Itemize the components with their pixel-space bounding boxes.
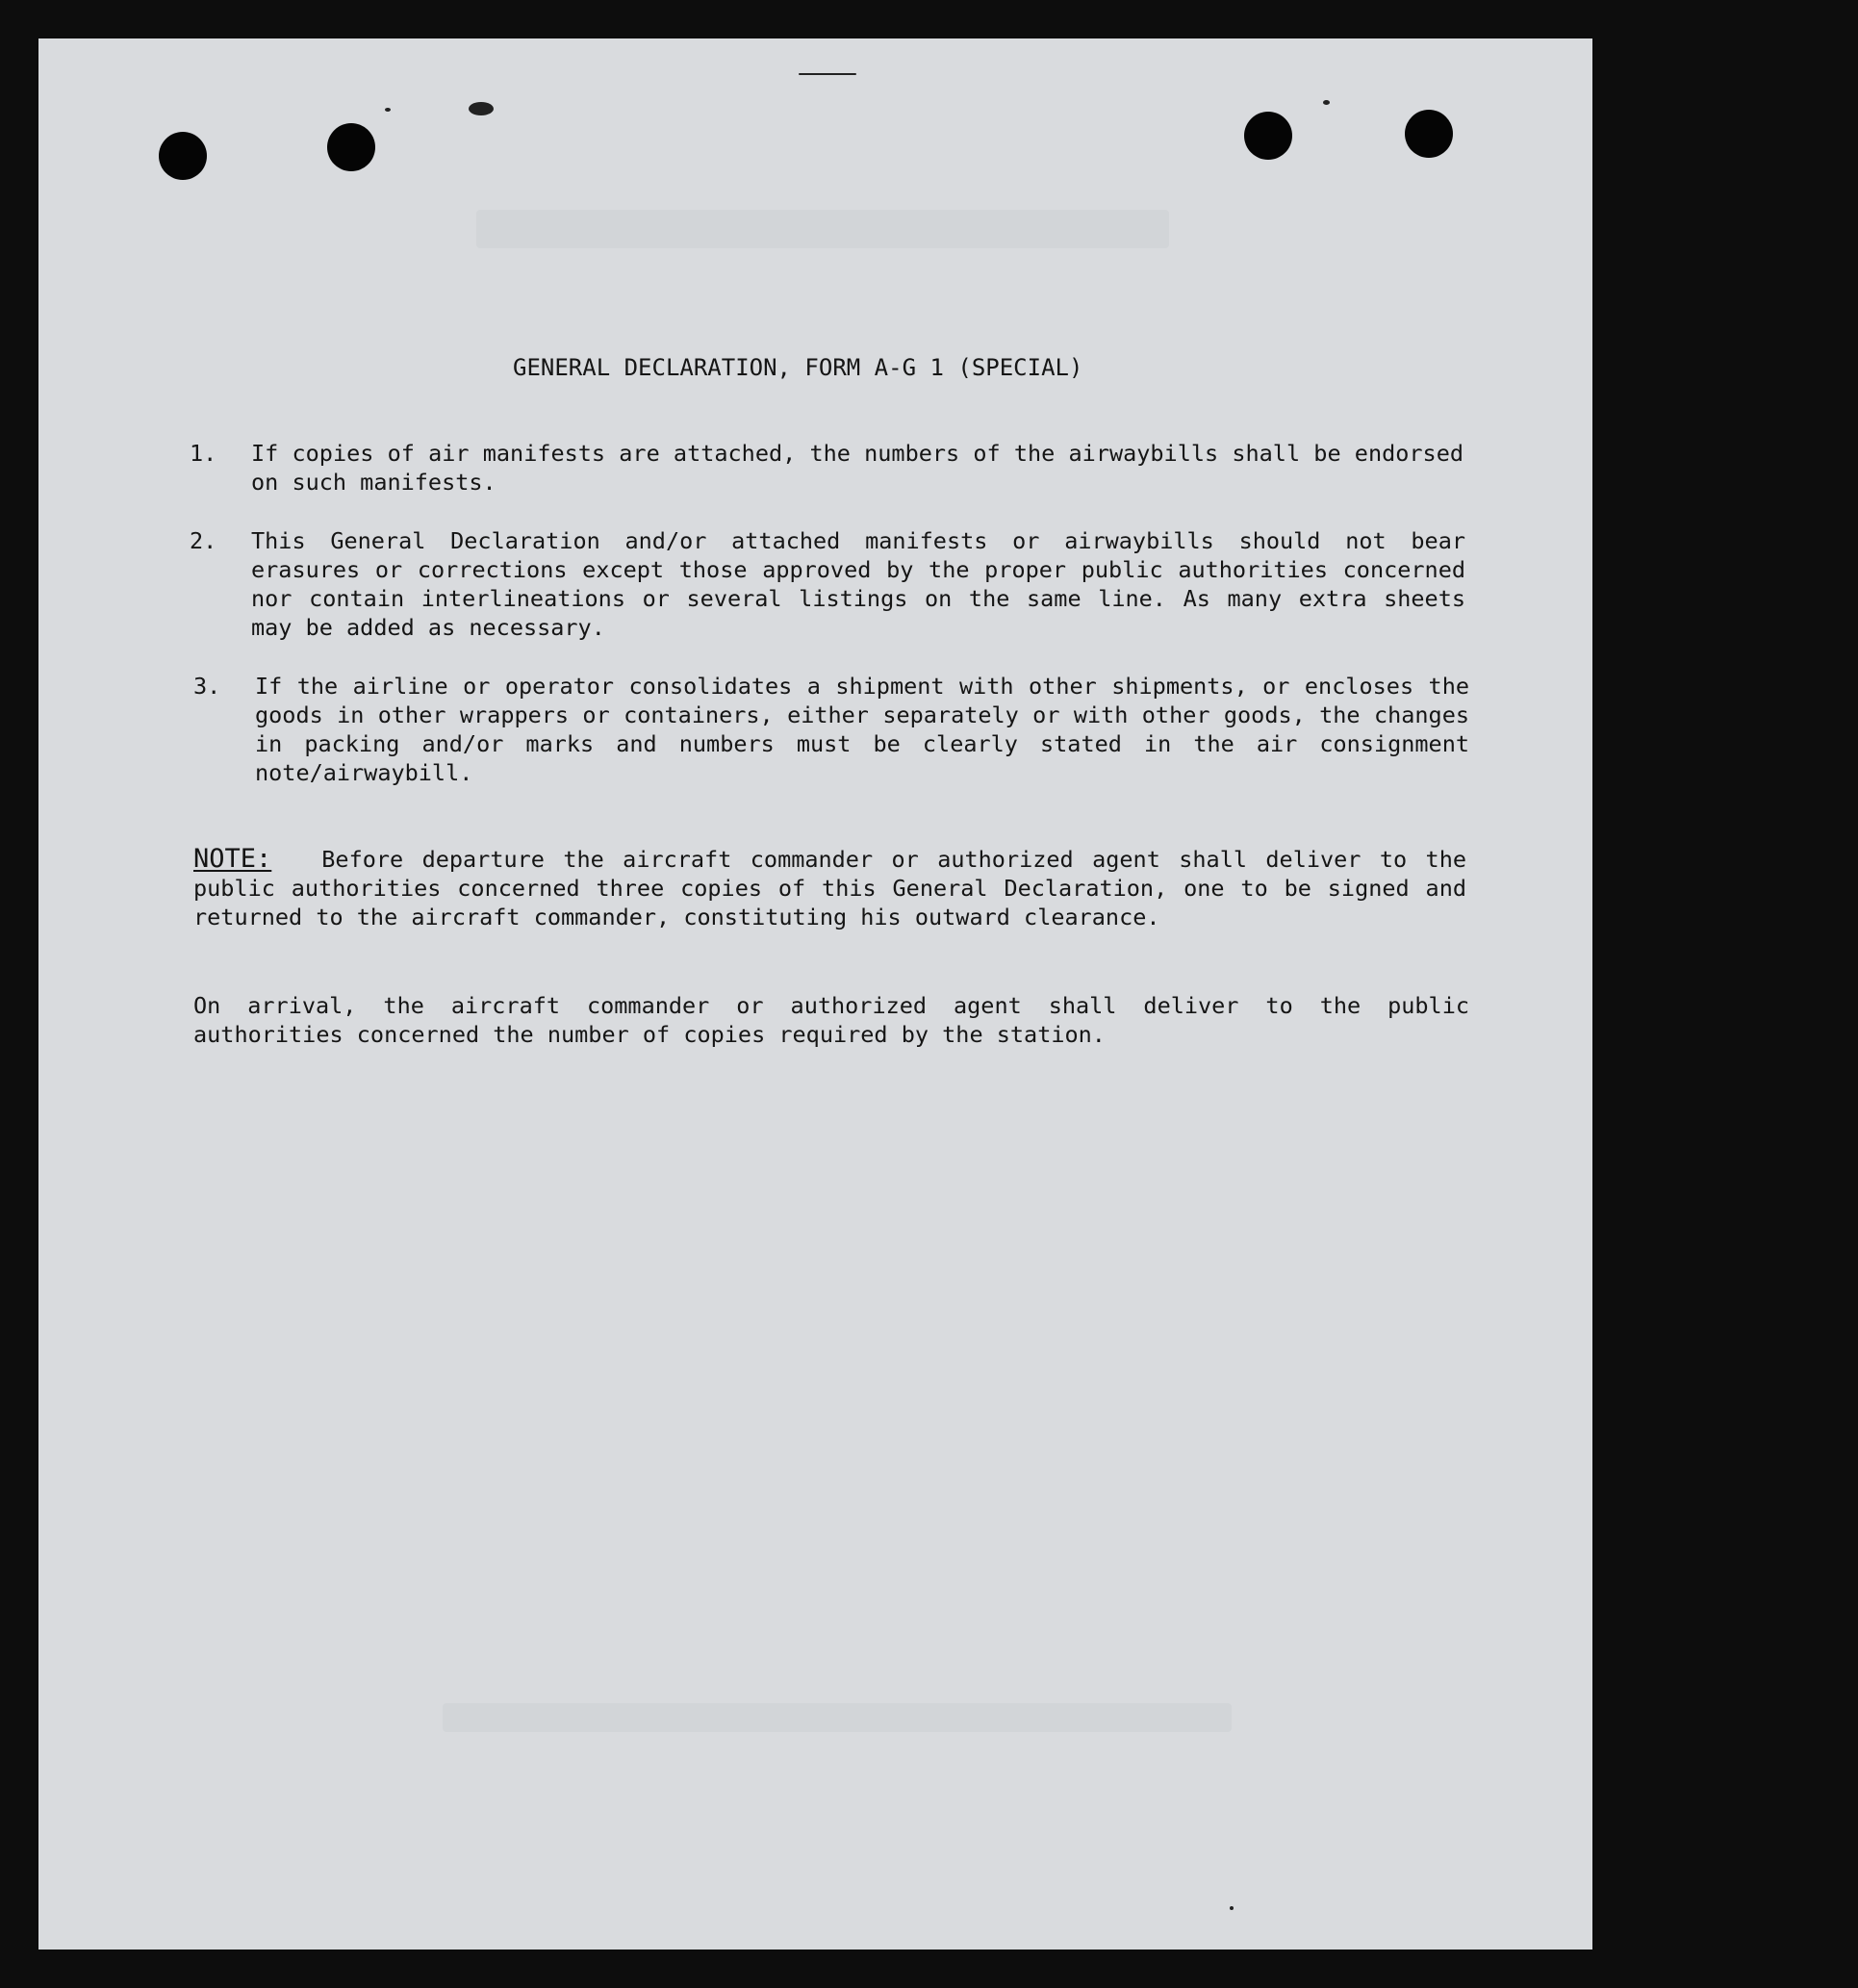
document-title: GENERAL DECLARATION, FORM A-G 1 (SPECIAL) [513, 354, 1083, 381]
paper-sheet [38, 38, 1592, 1950]
note-text: Before departure the aircraft commander or authorized agent shall deliver to the public authorities concerned three copies of this General Declaration, one to be signed and returned to the aircraft commander, constituting his outward clearance. [193, 846, 1466, 930]
list-item-number: 1. [190, 440, 217, 467]
speck [799, 73, 856, 75]
punch-hole-2 [327, 123, 375, 171]
punch-hole-1 [159, 132, 207, 180]
note-paragraph [193, 845, 1466, 931]
bleed-through-mark [476, 210, 1169, 248]
list-item-text: If copies of air manifests are attached, the numbers of the airwaybills shall be endorsed on such manifests. [251, 440, 1463, 496]
punch-hole-3 [1244, 112, 1292, 160]
list-item-text: This General Declaration and/or attached manifests or airwaybills should not bear erasures or corrections except those approved by the proper public authorities concerned nor contain interlineations or several listings on the same line. As many extra sheets may be added as necessary. [251, 527, 1465, 641]
speck [1323, 100, 1330, 105]
speck [385, 108, 391, 112]
note-label: NOTE: [193, 844, 272, 874]
list-item-text: If the airline or operator consolidates a shipment with other shipments, or encloses the goods in other wrappers or containers, either separately or with other goods, the changes in packing and/or marks and numbers must be clearly stated in the air consignment note/airwaybill. [255, 673, 1469, 786]
bleed-through-mark [443, 1703, 1232, 1732]
list-item-number: 2. [190, 527, 217, 554]
speck [469, 102, 494, 115]
speck [1230, 1906, 1234, 1910]
punch-hole-4 [1405, 110, 1453, 158]
list-item-number: 3. [193, 673, 221, 700]
arrival-paragraph: On arrival, the aircraft commander or authorized agent shall deliver to the public authorities concerned the number of copies required by the station. [193, 992, 1469, 1048]
